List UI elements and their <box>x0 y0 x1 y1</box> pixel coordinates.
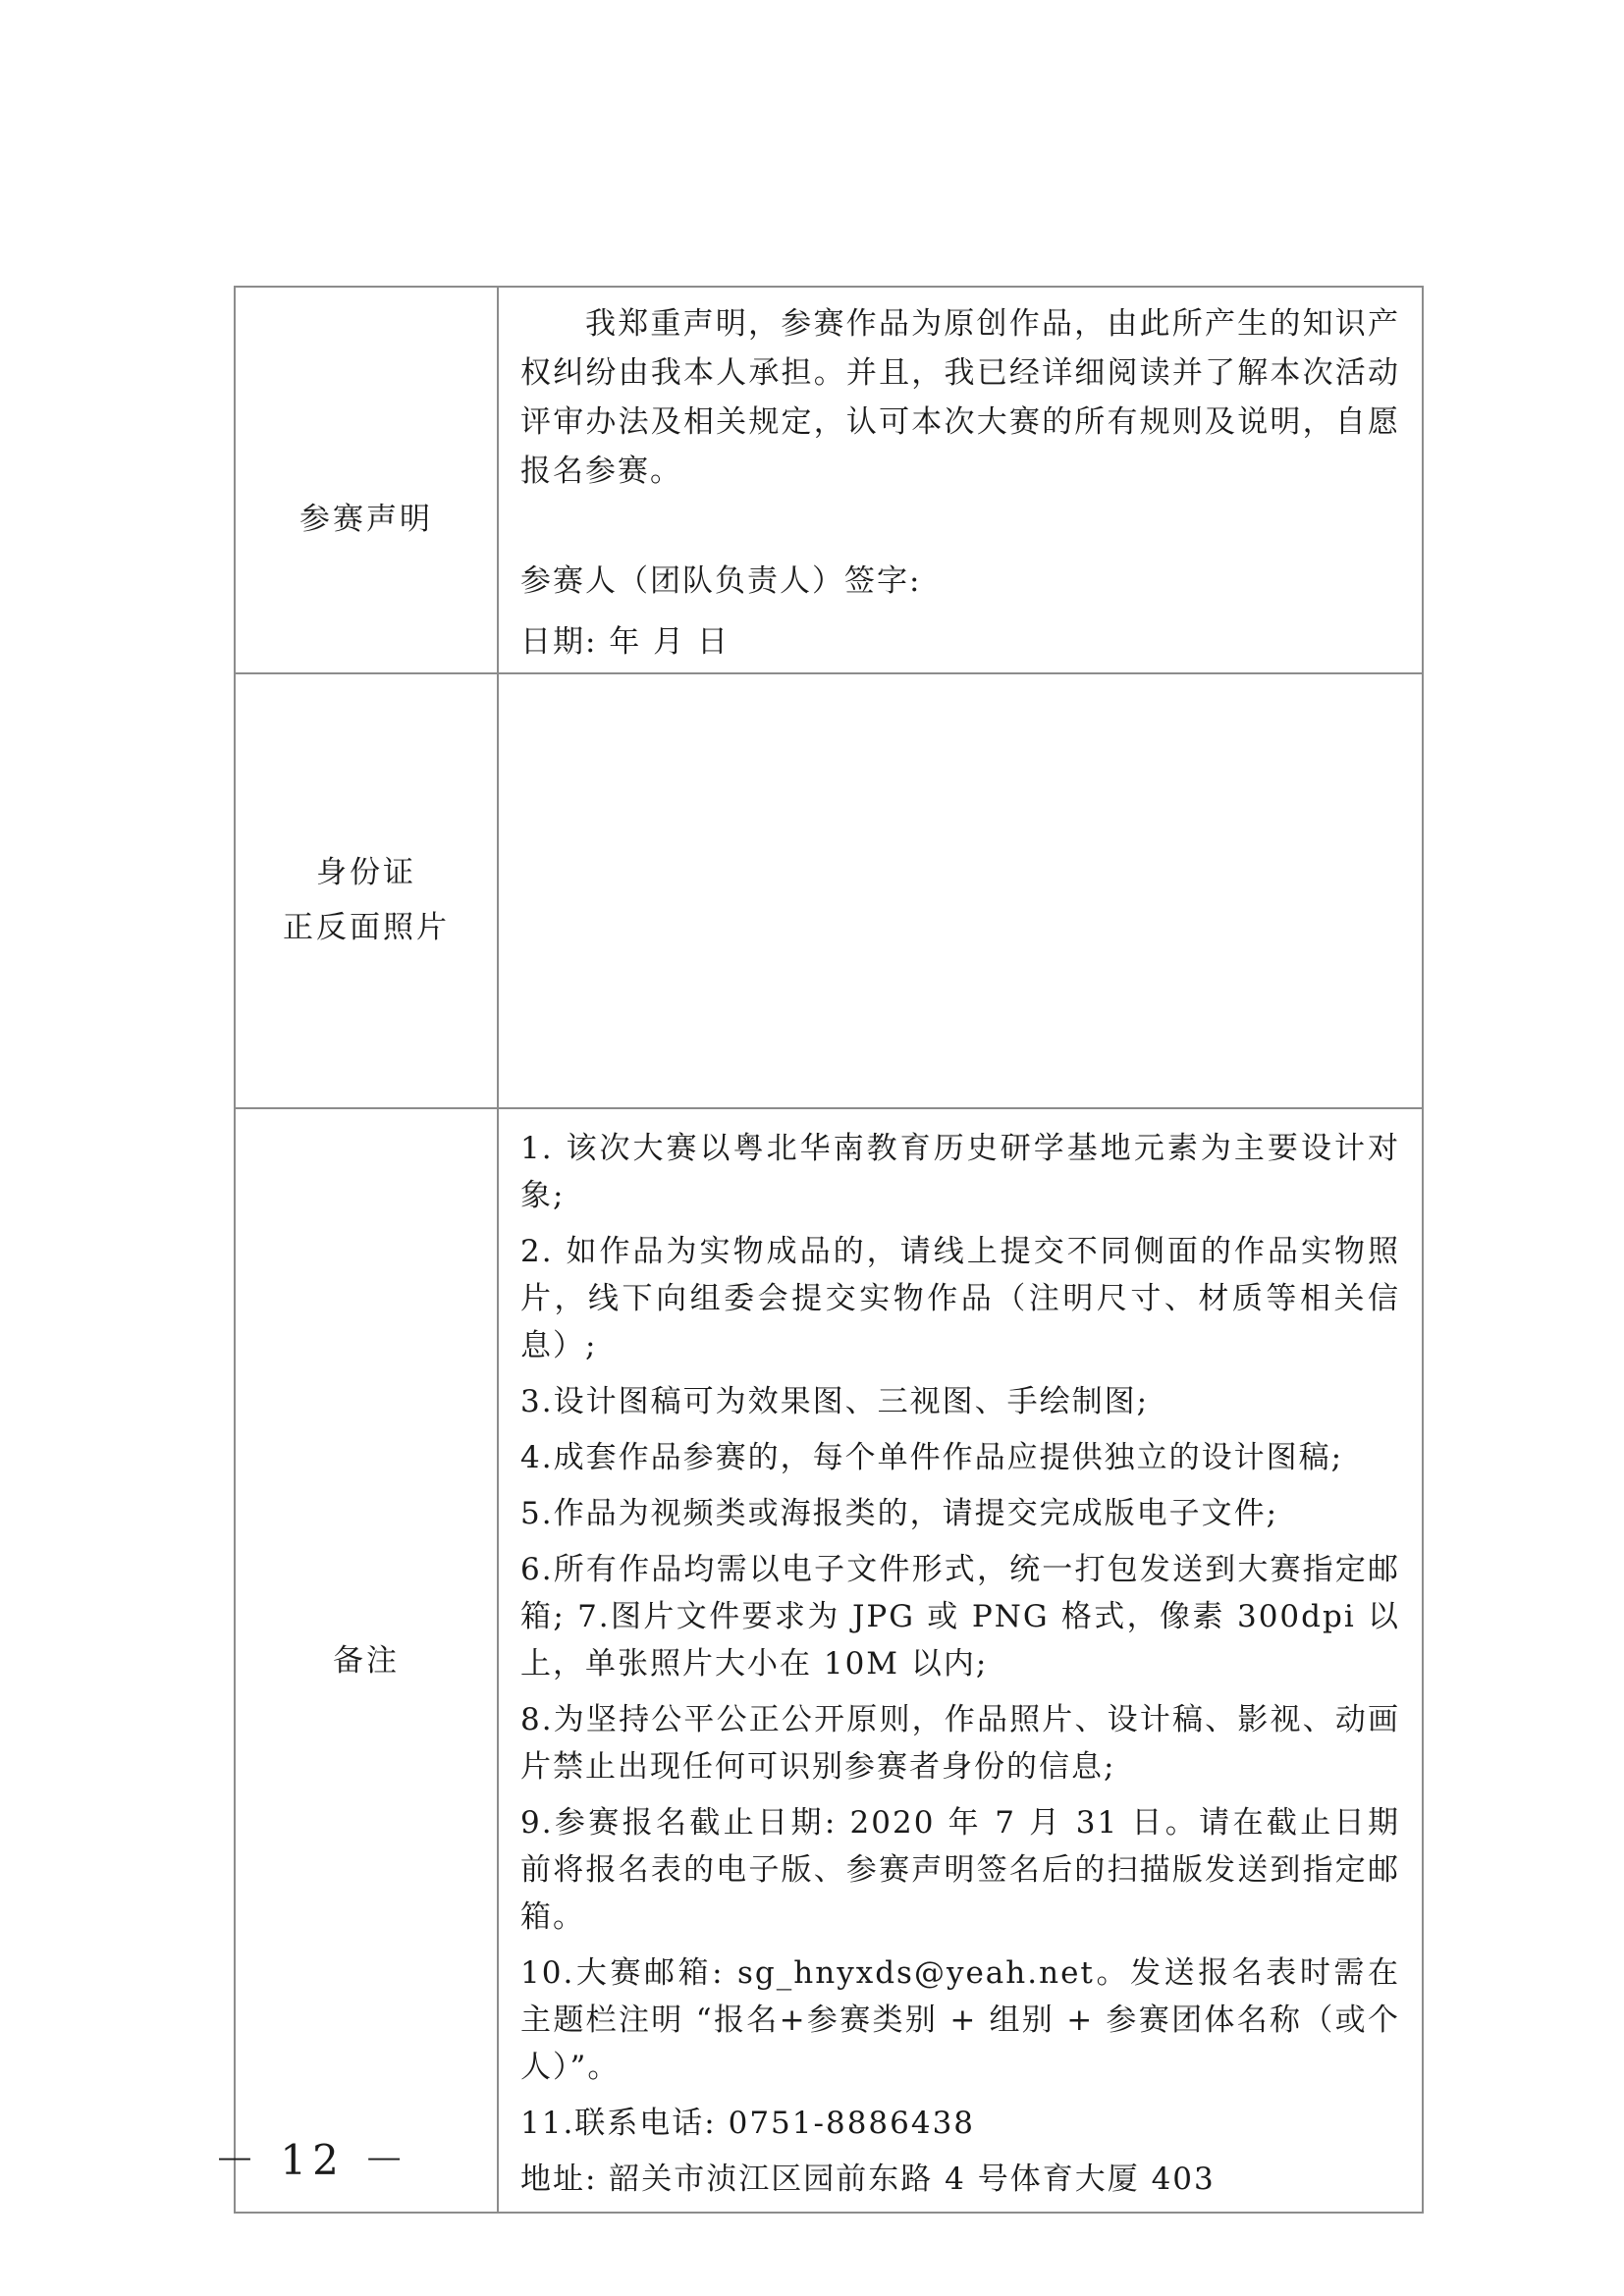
id-photo-label-cell <box>235 673 498 1108</box>
declaration-text: 我郑重声明，参赛作品为原创作品，由此所产生的知识产权纠纷由我本人承担。并且，我已经详细阅读并了解本次活动评审办法及相关规定，认可本次大赛的所有规则及说明，自愿报名参赛。 <box>520 306 1400 489</box>
note-item: 6.所有作品均需以电子文件形式，统一打包发送到大赛指定邮箱; 7.图片文件要求为 JPG 或 PNG 格式，像素 300dpi 以上，单张照片大小在 10M 以内; <box>520 1552 1400 1682</box>
declaration-content-cell <box>498 287 1423 673</box>
notes-content-cell <box>498 1108 1423 2213</box>
declaration-label: 参赛声明 <box>299 502 433 537</box>
note-item: 9.参赛报名截止日期: 2020 年 7 月 31 日。请在截止日期前将报名表的电子版、参赛声明签名后的扫描版发送到指定邮箱。 <box>520 1805 1400 1935</box>
declaration-row <box>235 287 1423 673</box>
declaration-label-cell <box>235 287 498 673</box>
notes-label-cell <box>235 1108 498 2213</box>
declaration-spacer <box>520 496 1400 551</box>
note-item: 8.为坚持公平公正公开原则，作品照片、设计稿、影视、动画片禁止出现任何可识别参赛者身份的信息; <box>520 1702 1400 1785</box>
date-line: 日期: 年 月 日 <box>520 624 731 660</box>
id-photo-row <box>235 673 1423 1108</box>
notes-label: 备注 <box>333 1642 400 1679</box>
page-number: － 12 － <box>214 2136 411 2184</box>
id-photo-label-line1: 身份证 <box>316 854 416 890</box>
id-photo-label <box>236 828 497 955</box>
note-item: 5.作品为视频类或海报类的，请提交完成版电子文件; <box>520 1496 1279 1531</box>
notes-row <box>235 1108 1423 2213</box>
registration-form-table <box>234 286 1424 2214</box>
note-item: 4.成套作品参赛的，每个单件作品应提供独立的设计图稿; <box>520 1440 1344 1475</box>
note-item: 地址: 韶关市浈江区园前东路 4 号体育大厦 403 <box>520 2162 1216 2197</box>
note-item: 11.联系电话: 0751-8886438 <box>520 2106 976 2141</box>
note-item: 2. 如作品为实物成品的，请线上提交不同侧面的作品实物照片，线下向组委会提交实物作品（注明尺寸、材质等相关信息）; <box>520 1234 1400 1363</box>
id-photo-area <box>498 673 1423 1108</box>
note-item: 3.设计图稿可为效果图、三视图、手绘制图; <box>520 1384 1150 1419</box>
id-photo-label-line2: 正反面照片 <box>283 909 450 945</box>
note-item: 10.大赛邮箱: sg_hnyxds@yeah.net。发送报名表时需在主题栏注明 “报名+参赛类别 + 组别 + 参赛团体名称（或个人）”。 <box>520 1955 1400 2085</box>
signature-line: 参赛人（团队负责人）签字: <box>520 563 922 599</box>
note-item: 1. 该次大赛以粤北华南教育历史研学基地元素为主要设计对象; <box>520 1131 1400 1213</box>
